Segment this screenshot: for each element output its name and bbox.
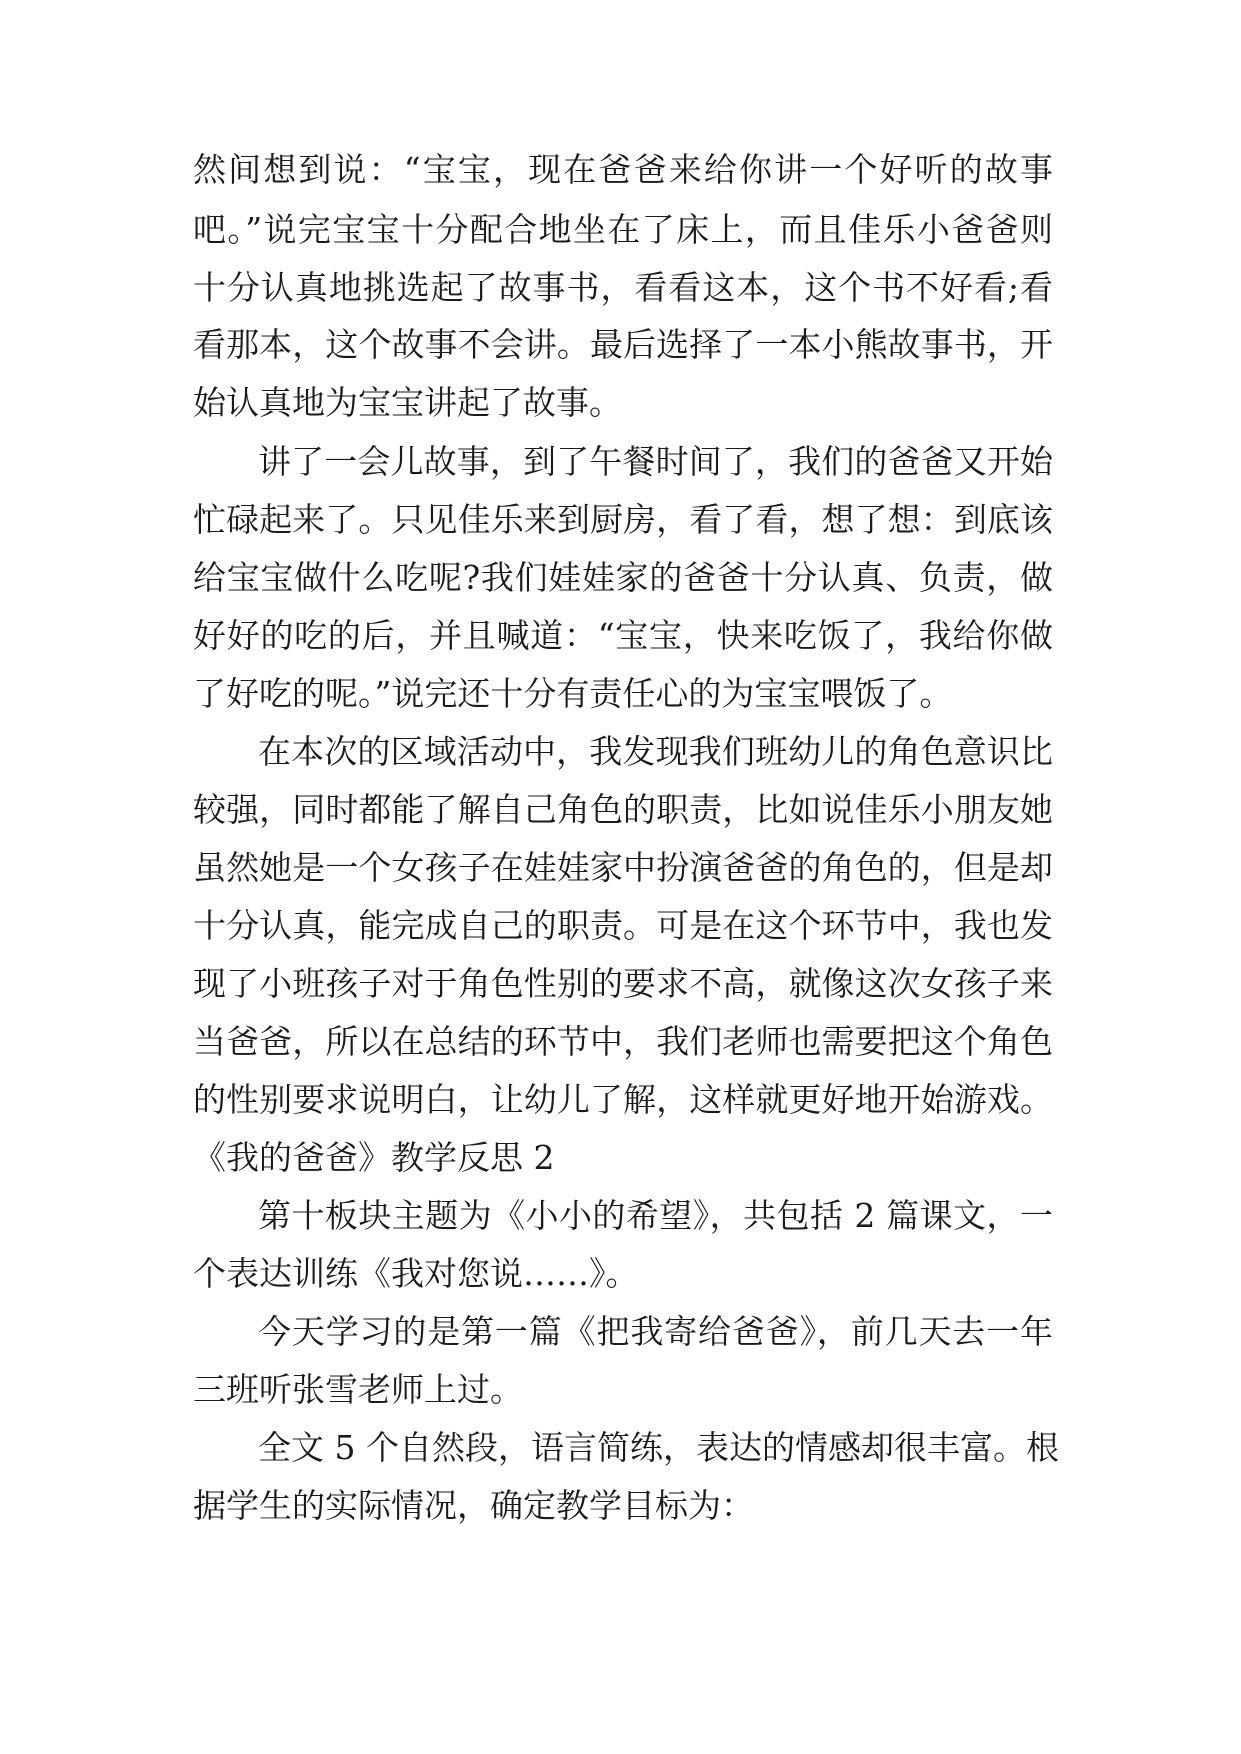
paragraph-line: 忙碌起来了。只见佳乐来到厨房，看了看，想了想：到底该 xyxy=(193,500,1053,539)
paragraph-line: 好好的吃的后，并且喊道：“宝宝，快来吃饭了，我给你做 xyxy=(193,616,1053,655)
paragraph-line: 个表达训练《我对您说……》。 xyxy=(193,1254,639,1293)
paragraph-line: 吧。”说完宝宝十分配合地坐在了床上，而且佳乐小爸爸则 xyxy=(193,210,1053,249)
paragraph-line: 在本次的区域活动中，我发现我们班幼儿的角色意识比 xyxy=(258,732,1053,771)
paragraph-line: 当爸爸，所以在总结的环节中，我们老师也需要把这个角色 xyxy=(193,1022,1053,1061)
paragraph-line: 看那本，这个故事不会讲。最后选择了一本小熊故事书，开 xyxy=(193,325,1053,364)
paragraph-line: 给宝宝做什么吃呢?我们娃娃家的爸爸十分认真、负责，做 xyxy=(193,558,1053,597)
paragraph-line: 据学生的实际情况，确定教学目标为： xyxy=(193,1486,754,1525)
paragraph-line: 现了小班孩子对于角色性别的要求不高，就像这次女孩子来 xyxy=(193,964,1053,1003)
paragraph-line: 始认真地为宝宝讲起了故事。 xyxy=(193,383,622,422)
paragraph-line: 今天学习的是第一篇《把我寄给爸爸》，前几天去一年 xyxy=(258,1312,1053,1351)
section-heading: 《我的爸爸》教学反思 2 xyxy=(193,1138,555,1177)
paragraph-line: 的性别要求说明白，让幼儿了解，这样就更好地开始游戏。 xyxy=(193,1080,1053,1119)
paragraph-line: 虽然她是一个女孩子在娃娃家中扮演爸爸的角色的，但是却 xyxy=(193,848,1053,887)
paragraph-line: 讲了一会儿故事，到了午餐时间了，我们的爸爸又开始 xyxy=(258,442,1053,481)
paragraph-line: 十分认真，能完成自己的职责。可是在这个环节中，我也发 xyxy=(193,906,1053,945)
paragraph-line: 了好吃的呢。”说完还十分有责任心的为宝宝喂饭了。 xyxy=(193,674,953,713)
paragraph-line: 然间想到说：“宝宝，现在爸爸来给你讲一个好听的故事 xyxy=(193,150,1053,189)
paragraph-line: 较强，同时都能了解自己角色的职责，比如说佳乐小朋友她 xyxy=(193,790,1053,829)
paragraph-line: 十分认真地挑选起了故事书，看看这本，这个书不好看;看 xyxy=(193,268,1053,307)
paragraph-line: 全文 5 个自然段，语言简练，表达的情感却很丰富。根 xyxy=(258,1428,1059,1467)
paragraph-line: 第十板块主题为《小小的希望》，共包括 2 篇课文，一 xyxy=(258,1196,1053,1235)
paragraph-line: 三班听张雪老师上过。 xyxy=(193,1370,523,1409)
